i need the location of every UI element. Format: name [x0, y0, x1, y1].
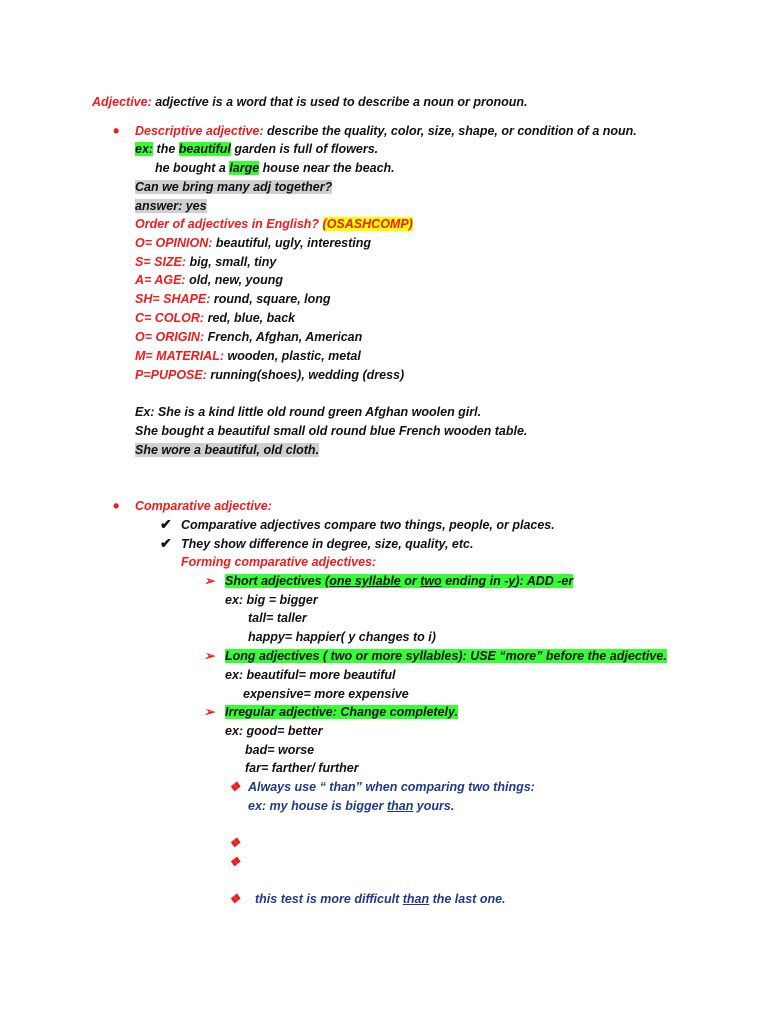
example-text: the [153, 142, 179, 156]
than-example-part: ex: my house is bigger [248, 799, 387, 813]
arrow-bullet-icon: ➢ [204, 574, 215, 588]
rule-part: ): ADD -er [515, 574, 574, 588]
checkmark-icon: ✔ [160, 535, 172, 551]
order-value: old, new, young [185, 273, 284, 287]
short-example-3: happy= happier( y changes to i) [248, 630, 436, 644]
than-rule: Always use “ than” when comparing two things: [248, 780, 535, 794]
short-example-1: ex: big = bigger [225, 593, 318, 607]
answer-line [135, 198, 207, 214]
irregular-rule-text: Irregular adjective: Change completely. [225, 705, 458, 719]
bullet-icon: • [113, 121, 120, 141]
short-adjectives-rule [225, 573, 573, 589]
irregular-example-3: far= farther/ further [245, 761, 359, 775]
adjective-definition: adjective is a word that is used to describe a noun or pronoun. [151, 95, 528, 109]
order-key: O= OPINION: [135, 236, 213, 250]
order-key: M= MATERIAL: [135, 349, 224, 363]
question-line [135, 179, 332, 195]
arrow-bullet-icon: ➢ [204, 649, 215, 663]
example-text: house near the beach. [259, 161, 395, 175]
order-key: C= COLOR: [135, 311, 205, 325]
order-value: round, square, long [210, 292, 331, 306]
order-value: beautiful, ugly, interesting [212, 236, 372, 250]
example-sentence-1: Ex: She is a kind little old round green Afghan woolen girl. [135, 405, 482, 419]
forming-heading: Forming comparative adjectives: [181, 555, 377, 569]
short-rule-text [225, 574, 573, 588]
order-item-color [135, 310, 295, 326]
rule-part: ending in - [441, 574, 509, 588]
diamond-bullet-icon: ❖ [229, 836, 241, 850]
example-sentence-2: She bought a beautiful small old round blue French wooden table. [135, 424, 528, 438]
last-example [255, 891, 506, 907]
order-item-purpose [135, 367, 404, 383]
descriptive-heading [135, 123, 637, 139]
answer-text: answer: yes [135, 199, 207, 213]
irregular-example-2: bad= worse [245, 743, 315, 757]
underlined-than: than [386, 799, 414, 813]
highlight-large: large [229, 161, 260, 175]
order-item-material [135, 348, 361, 364]
highlight-beautiful: beautiful [178, 142, 231, 156]
definition-line [92, 94, 528, 110]
order-item-size [135, 254, 276, 270]
long-example-2: expensive= more expensive [243, 687, 409, 701]
diamond-bullet-icon: ❖ [229, 855, 241, 869]
checkmark-icon: ✔ [160, 516, 172, 532]
ex-label: ex: [135, 142, 154, 156]
long-example-1: ex: beautiful= more beautiful [225, 668, 396, 682]
order-item-opinion [135, 235, 371, 251]
than-example [248, 798, 454, 814]
order-value: red, blue, back [204, 311, 296, 325]
order-item-origin [135, 329, 362, 345]
descriptive-label: Descriptive adjective: [135, 124, 264, 138]
order-key: O= ORIGIN: [135, 330, 205, 344]
irregular-example-1: ex: good= better [225, 724, 323, 738]
long-rule-text: Long adjectives ( two or more syllables): USE “more” before the adjective. [225, 649, 667, 663]
order-item-age [135, 272, 283, 288]
order-value: wooden, plastic, metal [224, 349, 361, 363]
order-value: running(shoes), wedding (dress) [206, 368, 405, 382]
order-item-shape [135, 291, 331, 307]
adjective-label: Adjective: [92, 95, 152, 109]
descriptive-definition: describe the quality, color, size, shape, or condition of a noun. [263, 124, 637, 138]
long-adjectives-rule [225, 648, 667, 664]
underlined-one-syllable: one syllable [329, 574, 401, 588]
order-key: SH= SHAPE: [135, 292, 211, 306]
last-example-part: the last one. [429, 892, 506, 906]
diamond-bullet-icon: ❖ [229, 892, 241, 906]
underlined-y: y [508, 574, 516, 588]
comparative-point-1: Comparative adjectives compare two things, people, or places. [181, 518, 555, 532]
short-example-2: tall= taller [248, 611, 307, 625]
question-text: Can we bring many adj together? [135, 180, 333, 194]
example-sentence-3: She wore a beautiful, old cloth. [135, 443, 320, 457]
order-key: A= AGE: [135, 273, 186, 287]
bullet-icon: • [113, 496, 120, 516]
order-key: P=PUPOSE: [135, 368, 207, 382]
arrow-bullet-icon: ➢ [204, 705, 215, 719]
order-label: Order of adjectives in English? [135, 217, 323, 231]
irregular-rule [225, 704, 458, 720]
example-text: garden is full of flowers. [230, 142, 379, 156]
underlined-than: than [402, 892, 430, 906]
order-code: (OSASHCOMP) [322, 217, 413, 231]
order-key: S= SIZE: [135, 255, 187, 269]
last-example-part: this test is more difficult [255, 892, 403, 906]
order-heading [135, 216, 413, 232]
comparative-heading: Comparative adjective: [135, 499, 272, 513]
rule-part: Short adjectives ( [225, 574, 330, 588]
order-value: big, small, tiny [186, 255, 277, 269]
rule-part: or [400, 574, 421, 588]
diamond-bullet-icon: ❖ [229, 780, 241, 794]
order-value: French, Afghan, American [204, 330, 363, 344]
example-sentence-3-line [135, 442, 319, 458]
example-line-1 [135, 141, 378, 157]
example-line-2 [155, 160, 395, 176]
than-example-part: yours. [413, 799, 455, 813]
comparative-point-2: They show difference in degree, size, quality, etc. [181, 537, 474, 551]
example-text: he bought a [155, 161, 230, 175]
underlined-two: two [420, 574, 442, 588]
